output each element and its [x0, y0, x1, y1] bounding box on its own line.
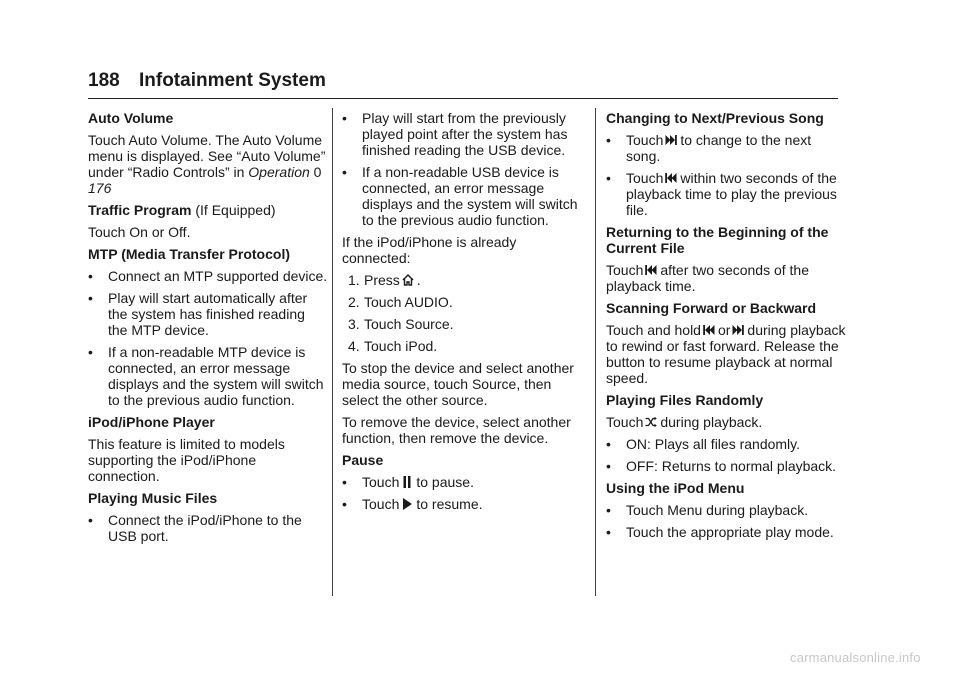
- returning-post: after two seconds of the playback time.: [606, 262, 809, 294]
- bullet-icon: •: [606, 132, 611, 148]
- step-number: 2.: [348, 294, 360, 310]
- traffic-program-qualifier: (If Equipped): [191, 202, 276, 218]
- scanning-post: during playback to rewind or fast forward. Release the button to resume playback at normal speed.: [606, 322, 846, 386]
- section-title: Infotainment System: [138, 70, 326, 91]
- auto-volume-heading: Auto Volume: [88, 110, 174, 126]
- random-heading: Playing Files Randomly: [606, 392, 764, 408]
- step-text: Touch Source.: [364, 316, 454, 332]
- random-text: [606, 414, 846, 430]
- remove-device-text: To remove the device, select another function, then remove the device.: [342, 414, 571, 446]
- returning-heading: Returning to the Beginning of the Current File: [606, 224, 829, 256]
- list-item: [606, 132, 846, 164]
- random-bullet-text: OFF: Returns to normal playback.: [626, 458, 837, 474]
- ipod-heading: iPod/iPhone Player: [88, 414, 215, 430]
- pause-post: to pause.: [416, 474, 474, 490]
- step-number: 1.: [348, 272, 360, 288]
- menu-bullet-text: Touch Menu during playback.: [626, 502, 809, 518]
- column-1: [88, 110, 328, 550]
- column-divider-1: [332, 108, 333, 596]
- auto-volume-text: [88, 132, 328, 196]
- list-item: [342, 164, 582, 228]
- usb-bullet-text: If a non-readable USB device is connected, an error message displays and the system will switch to the previous audio function.: [362, 164, 578, 228]
- list-item: [606, 502, 846, 518]
- bullet-icon: •: [88, 290, 93, 306]
- scanning-heading: Scanning Forward or Backward: [606, 300, 817, 316]
- operation-reference[interactable]: Operation: [248, 164, 310, 180]
- list-item: [342, 496, 582, 512]
- random-post: during playback.: [660, 414, 763, 430]
- step-text-pre: Press: [364, 272, 400, 288]
- traffic-program-label: Traffic Program: [88, 202, 192, 218]
- next-pre: Touch: [626, 132, 664, 148]
- list-item: [606, 436, 846, 452]
- numbered-step: [342, 294, 582, 310]
- usb-bullet-text: Play will start from the previously played point after the system has finished reading the USB device.: [362, 110, 568, 158]
- page-reference[interactable]: 176: [88, 180, 112, 196]
- list-item: [88, 344, 328, 408]
- bullet-icon: •: [606, 524, 611, 540]
- prev-pre: Touch: [626, 170, 664, 186]
- bullet-icon: •: [606, 502, 611, 518]
- list-item: [342, 110, 582, 158]
- column-divider-2: [595, 108, 596, 596]
- step-number: 3.: [348, 316, 360, 332]
- auto-volume-body: Touch Auto Volume. The Auto Volume menu is displayed. See “Auto Volume” under “Radio Controls” in: [88, 132, 326, 180]
- list-item: [606, 170, 846, 218]
- bullet-icon: •: [88, 344, 93, 360]
- ipod-text: This feature is limited to models supporting the iPod/iPhone connection.: [88, 436, 285, 484]
- pause-heading: Pause: [342, 452, 384, 468]
- bullet-icon: •: [606, 170, 611, 186]
- bullet-icon: •: [606, 458, 611, 474]
- page-ref-arrow-icon: 0: [313, 164, 322, 180]
- previous-track-icon: [645, 263, 657, 277]
- playing-bullet-text: Connect the iPod/iPhone to the USB port.: [108, 512, 302, 544]
- scanning-pre: Touch and hold: [606, 322, 701, 338]
- page-number: 188: [88, 70, 120, 91]
- pause-icon: [401, 475, 413, 489]
- traffic-program-line: [88, 202, 328, 218]
- pause-pre: Touch: [362, 474, 400, 490]
- resume-pre: Touch: [362, 496, 400, 512]
- column-3: [606, 110, 846, 546]
- list-item: [342, 474, 582, 490]
- bullet-icon: •: [606, 436, 611, 452]
- numbered-step: [342, 338, 582, 354]
- stop-device-text: To stop the device and select another media source, touch Source, then select the other source.: [342, 360, 574, 408]
- already-connected-text: If the iPod/iPhone is already connected:: [342, 234, 517, 266]
- list-item: [88, 512, 328, 544]
- bullet-icon: •: [342, 496, 347, 512]
- bullet-icon: •: [342, 474, 347, 490]
- mtp-bullet-text: If a non-readable MTP device is connected, an error message displays and the system will switch to the previous audio function.: [108, 344, 324, 408]
- traffic-program-text: Touch On or Off.: [88, 224, 191, 240]
- shuffle-icon: [645, 415, 657, 429]
- resume-post: to resume.: [416, 496, 483, 512]
- step-number: 4.: [348, 338, 360, 354]
- mtp-heading: MTP (Media Transfer Protocol): [88, 246, 290, 262]
- bullet-icon: •: [342, 110, 347, 126]
- watermark: carmanualsonline.info: [790, 650, 921, 665]
- header-rule: [88, 98, 838, 99]
- numbered-step: [342, 316, 582, 332]
- play-icon: [401, 497, 413, 511]
- list-item: [88, 290, 328, 338]
- bullet-icon: •: [88, 268, 93, 284]
- returning-pre: Touch: [606, 262, 644, 278]
- next-track-icon: [732, 323, 744, 337]
- bullet-icon: •: [342, 164, 347, 180]
- mtp-bullet-text: Connect an MTP supported device.: [108, 268, 328, 284]
- step-text-post: .: [416, 272, 421, 288]
- random-pre: Touch: [606, 414, 644, 430]
- playing-music-heading: Playing Music Files: [88, 490, 218, 506]
- home-icon: [402, 273, 414, 287]
- list-item: [88, 268, 328, 284]
- column-2: [342, 110, 582, 518]
- menu-bullet-text: Touch the appropriate play mode.: [626, 524, 834, 540]
- step-text: Touch iPod.: [364, 338, 438, 354]
- next-previous-heading: Changing to Next/Previous Song: [606, 110, 824, 126]
- prev-post: within two seconds of the playback time to play the previous file.: [626, 170, 837, 218]
- mtp-bullet-text: Play will start automatically after the system has finished reading the MTP device.: [108, 290, 308, 338]
- step-text: Touch AUDIO.: [364, 294, 453, 310]
- previous-track-icon: [665, 171, 677, 185]
- ipod-menu-heading: Using the iPod Menu: [606, 480, 745, 496]
- scanning-or: or: [717, 322, 731, 338]
- scanning-text: [606, 322, 846, 386]
- page-header: [88, 70, 326, 92]
- bullet-icon: •: [88, 512, 93, 528]
- previous-track-icon: [703, 323, 715, 337]
- list-item: [606, 458, 846, 474]
- returning-text: [606, 262, 846, 294]
- list-item: [606, 524, 846, 540]
- next-post: to change to the next song.: [626, 132, 812, 164]
- next-track-icon: [665, 133, 677, 147]
- numbered-step: [342, 272, 582, 288]
- random-bullet-text: ON: Plays all files randomly.: [626, 436, 801, 452]
